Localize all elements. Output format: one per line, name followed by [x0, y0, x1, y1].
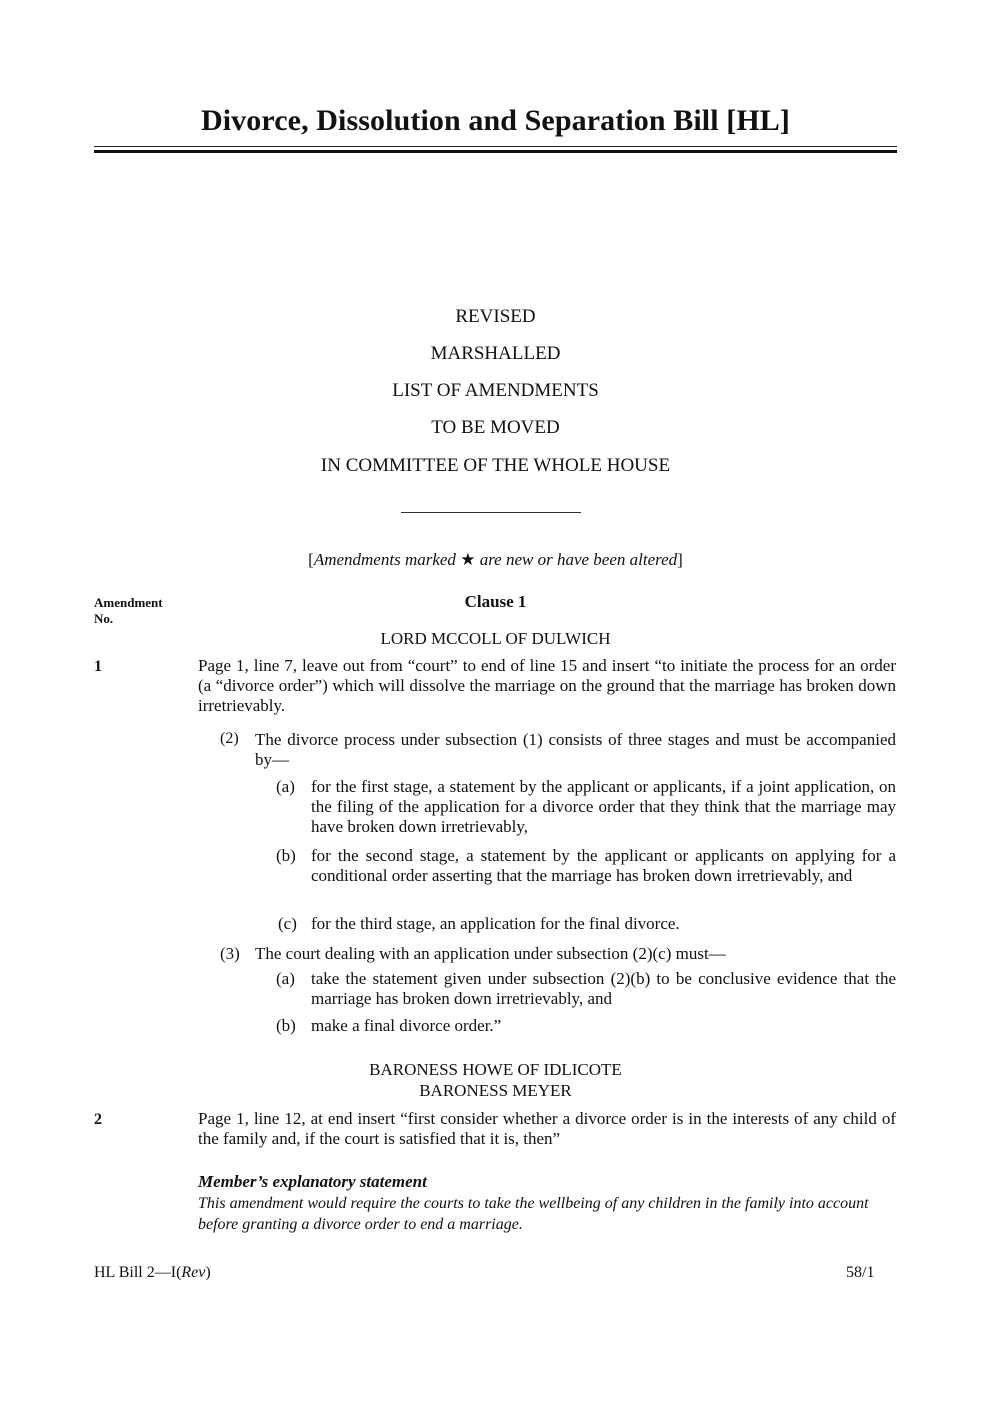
- item-label: (a): [276, 777, 295, 796]
- item-text: for the second stage, a statement by the applicant or applicants on applying for a conditional order asserting that the marriage has broken down irretrievably, and: [311, 846, 896, 885]
- member-name: LORD MCCOLL OF DULWICH: [380, 629, 611, 648]
- amendment-text: Page 1, line 7, leave out from “court” to end of line 15 and insert “to initiate the process for an order (a “divorce order”) which will dissolve the marriage on the ground that the marriage has broken down irretrievably.: [198, 656, 896, 715]
- subsection-text: The court dealing with an application under subsection (2)(c) must—: [255, 944, 726, 963]
- amendments-notice: [Amendments marked ★ are new or have been altered]: [308, 550, 683, 569]
- explanatory-statement-body: This amendment would require the courts to take the wellbeing of any children in the family into account before granting a divorce order to end a marriage.: [198, 1195, 869, 1233]
- item-label: (a): [276, 969, 295, 988]
- item-text: make a final divorce order.”: [311, 1016, 502, 1035]
- subsection-text: The divorce process under subsection (1) consists of three stages and must be accompanied by—: [255, 730, 896, 769]
- heading-list-of-amendments: LIST OF AMENDMENTS: [392, 380, 599, 401]
- member-name: BARONESS HOWE OF IDLICOTE: [369, 1060, 622, 1079]
- item-label: (b): [276, 1016, 296, 1035]
- page-reference: 58/1: [846, 1264, 875, 1281]
- heading-marshalled: MARSHALLED: [430, 343, 561, 364]
- heading-revised: REVISED: [455, 306, 536, 327]
- section-divider: [401, 512, 581, 513]
- member-name: BARONESS MEYER: [419, 1081, 572, 1100]
- title-rule-thick: [94, 150, 897, 153]
- amendment-text: Page 1, line 12, at end insert “first consider whether a divorce order is in the interests of any child of the family and, if the court is satisfied that it is, then”: [198, 1109, 896, 1148]
- amendment-number: 2: [94, 1111, 102, 1128]
- bill-title: Divorce, Dissolution and Separation Bill [HL]: [200, 104, 790, 137]
- item-label: (c): [278, 914, 297, 933]
- clause-heading: Clause 1: [464, 592, 527, 611]
- explanatory-statement-title: Member’s explanatory statement: [198, 1172, 427, 1191]
- amendment-no-column-header: Amendment No.: [94, 595, 163, 626]
- item-text: for the third stage, an application for the final divorce.: [311, 914, 680, 933]
- title-rule-thin: [94, 146, 897, 147]
- bill-reference: HL Bill 2—I(Rev): [94, 1264, 211, 1281]
- item-text: for the first stage, a statement by the applicant or applicants, if a joint application, on the filing of the application for a divorce order that they think that the marriage may have broken down irretrievably,: [311, 777, 896, 836]
- heading-to-be-moved: TO BE MOVED: [431, 417, 560, 438]
- subsection-label: (2): [220, 730, 239, 747]
- item-label: (b): [276, 846, 296, 865]
- star-icon: ★: [460, 550, 476, 569]
- subsection-label: (3): [220, 944, 240, 963]
- amendment-number: 1: [94, 658, 102, 675]
- heading-committee: IN COMMITTEE OF THE WHOLE HOUSE: [320, 455, 671, 476]
- item-text: take the statement given under subsection (2)(b) to be conclusive evidence that the marriage has broken down irretrievably, and: [311, 969, 896, 1008]
